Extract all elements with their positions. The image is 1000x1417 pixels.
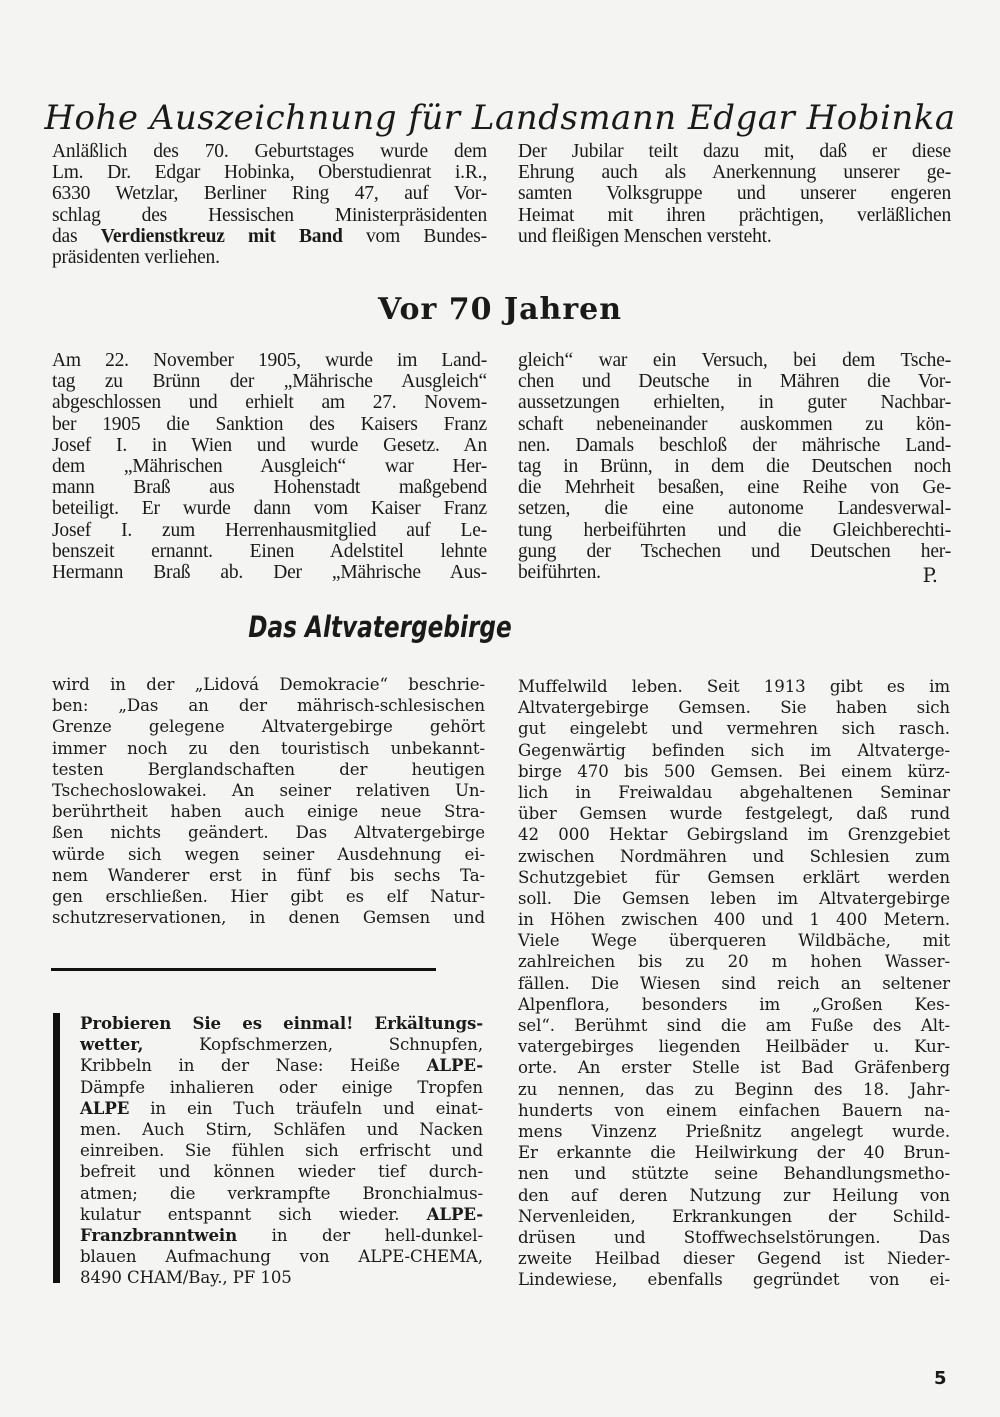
text-line (518, 1015, 950, 1036)
ad-side-bar (53, 1013, 60, 1283)
text-line (52, 477, 487, 498)
text: Kopfschmerzen, Schnupfen, (143, 1035, 483, 1055)
text: und fleißigen Menschen versteht. (518, 225, 772, 247)
text: in der hell-dunkel- (237, 1225, 483, 1245)
text-line (80, 1267, 483, 1288)
text-line (52, 520, 487, 541)
text: Der Jubilar teilt dazu mit, daß er diese (518, 141, 951, 162)
text-line (80, 1098, 483, 1119)
text-line (52, 183, 487, 204)
bold-text: ALPE (80, 1097, 130, 1118)
text: immer noch zu den touristisch unbekannt- (52, 738, 485, 758)
text: Muffelwild leben. Seit 1913 gibt es im (518, 677, 950, 696)
text-line (52, 141, 487, 162)
article2-left-column (52, 350, 487, 583)
text-line (52, 674, 485, 695)
text: Nervenleiden, Erkrankungen der Schild- (518, 1206, 950, 1226)
text: zweite Heilbad dieser Gegend ist Nieder- (518, 1249, 950, 1269)
text: ßen nichts geändert. Das Altvatergebirge (52, 823, 485, 843)
text-line (518, 846, 950, 867)
text: Dämpfe inhalieren oder einige Tropfen (80, 1077, 483, 1097)
text: einreiben. Sie fühlen sich erfrischt und (80, 1141, 483, 1161)
text-line (52, 716, 485, 737)
text: Josef I. in Wien und wurde Gesetz. An (52, 434, 487, 456)
text: zwischen Nordmähren und Schlesien zum (518, 846, 950, 866)
text-line (52, 907, 485, 928)
text-line (80, 1183, 483, 1204)
text-line (518, 456, 951, 477)
text-line (80, 1055, 483, 1076)
text-line (52, 371, 487, 392)
text-line (518, 1206, 950, 1227)
text-line (518, 520, 951, 541)
text-line (518, 226, 951, 247)
text: kulatur entspannt sich wieder. (80, 1204, 427, 1224)
text: Altvatergebirge Gemsen. Sie haben sich (518, 698, 950, 718)
article2-signature: P. (922, 564, 938, 587)
text-line (518, 697, 950, 718)
text-line (518, 1079, 950, 1100)
text-line (518, 973, 950, 994)
text-line (52, 738, 485, 759)
text-line (52, 886, 485, 907)
text-line (80, 1225, 483, 1246)
text-line (518, 761, 950, 782)
text: Gegenwärtig befinden sich im Altvaterge- (518, 740, 950, 760)
text-line (518, 1248, 950, 1269)
text: soll. Die Gemsen leben im Altvatergebirge (518, 888, 950, 908)
text: 8490 CHAM/Bay., PF 105 (80, 1268, 292, 1288)
text: mann Braß aus Hohenstadt maßgebend (52, 477, 487, 499)
text: tung herbeiführten und die Gleichberechti- (518, 519, 951, 541)
text: gen erschließen. Hier gibt es elf Natur- (52, 886, 485, 906)
article3-title: Das Altvatergebirge (248, 610, 512, 644)
text: samten Volksgruppe und unserer engeren (518, 183, 951, 205)
text: gung der Tschechen und Deutschen her- (518, 540, 951, 562)
bold-text: Verdienstkreuz mit Band (100, 225, 343, 247)
article1-title: Hohe Auszeichnung für Landsmann Edgar Hobinka (44, 98, 956, 138)
text-line (80, 1034, 483, 1055)
text-line (518, 183, 951, 204)
text: chen und Deutsche in Mähren die Vor- (518, 371, 951, 393)
text-line (518, 676, 950, 697)
text: men. Auch Stirn, Schläfen und Nacken (80, 1119, 483, 1139)
text: den auf deren Nutzung zur Heilung von (518, 1185, 950, 1205)
text-line (80, 1013, 483, 1034)
article1-right-column (518, 141, 951, 247)
text: mens Vinzenz Prießnitz angelegt wurde. (518, 1121, 950, 1141)
text-line (518, 1269, 950, 1290)
text: berührtheit haben auch einige neue Stra- (52, 802, 485, 822)
text: zahlreichen bis zu 20 m hohen Wasser- (518, 952, 950, 972)
text-line (518, 392, 951, 413)
text-line (518, 1036, 950, 1057)
text: gleich“ war ein Versuch, bei dem Tsche- (518, 350, 951, 371)
text: nen und stützte seine Behandlungsmetho- (518, 1164, 950, 1184)
text-line (518, 498, 951, 519)
text-line (80, 1204, 483, 1225)
text-line (518, 1121, 950, 1142)
text-line (52, 414, 487, 435)
text: benszeit ernannt. Einen Adelstitel lehnte (52, 540, 487, 562)
text: Lm. Dr. Edgar Hobinka, Oberstudienrat i.R., (52, 162, 487, 184)
text-line (52, 205, 487, 226)
text-line (518, 1057, 950, 1078)
text: wird in der „Lidová Demokracie“ beschrie- (52, 675, 485, 694)
text: nen. Damals beschloß der mährische Land- (518, 434, 951, 456)
text: drüsen und Stoffwechselstörungen. Das (518, 1227, 950, 1247)
text: Kribbeln in der Nase: Heiße (80, 1056, 427, 1076)
text: ber 1905 die Sanktion des Kaisers Franz (52, 413, 487, 435)
text-line (80, 1140, 483, 1161)
text-line (518, 205, 951, 226)
text-line (52, 247, 487, 268)
text-line (52, 226, 487, 247)
text-line (518, 824, 950, 845)
text: das (52, 225, 101, 247)
text-line (52, 162, 487, 183)
text-line (518, 562, 951, 583)
text: beiführten. (518, 561, 601, 583)
text: birge 470 bis 500 Gemsen. Bei einem kürz- (518, 761, 950, 781)
text: schutzreservationen, in denen Gemsen und (52, 908, 485, 928)
text-line (518, 541, 951, 562)
text-line (518, 782, 950, 803)
text: fällen. Die Wiesen sind reich an seltener (518, 973, 950, 993)
text: vom Bundes- (342, 225, 487, 247)
bold-text: Franzbranntwein (80, 1224, 238, 1245)
text-line (52, 822, 485, 843)
text-line (518, 951, 950, 972)
text: Viele Wege überqueren Wildbäche, mit (518, 931, 950, 951)
text: nem Wanderer erst in fünf bis sechs Ta- (52, 865, 485, 885)
text: Hermann Braß ab. Der „Mährische Aus- (52, 561, 487, 583)
text-line (518, 1163, 950, 1184)
text-line (80, 1161, 483, 1182)
text: Anläßlich des 70. Geburtstages wurde dem (52, 141, 487, 162)
text: tag in Brünn, in dem die Deutschen noch (518, 455, 951, 477)
text: Am 22. November 1905, wurde im Land- (52, 350, 487, 371)
text: Heimat mit ihren prächtigen, verläßlichen (518, 204, 951, 226)
page-number: 5 (934, 1368, 947, 1389)
text-line (518, 803, 950, 824)
text-line (518, 141, 951, 162)
text-line (518, 1100, 950, 1121)
article2-right-column (518, 350, 951, 583)
text: befreit und können wieder tief durch- (80, 1162, 483, 1182)
text-line (518, 740, 950, 761)
bold-text: wetter, (80, 1034, 144, 1055)
text-line (52, 695, 485, 716)
text-line (52, 498, 487, 519)
text-line (518, 162, 951, 183)
text: Er erkannte die Heilwirkung der 40 Brun- (518, 1143, 950, 1163)
text: tag zu Brünn der „Mährische Ausgleich“ (52, 371, 487, 393)
text: Schutzgebiet für Gemsen erklärt werden (518, 867, 950, 887)
text: blauen Aufmachung von ALPE-CHEMA, (80, 1247, 483, 1267)
text: sel“. Berühmt sind die am Fuße des Alt- (518, 1016, 950, 1035)
text-line (518, 477, 951, 498)
text-line (518, 1185, 950, 1206)
text-line (518, 930, 950, 951)
text-line (518, 1142, 950, 1163)
text: vatergebirges liegenden Heilbäder u. Kur- (518, 1037, 950, 1057)
text-line (518, 435, 951, 456)
text-line (52, 541, 487, 562)
text-line (52, 844, 485, 865)
text: schaft nebeneinander auskommen zu kön- (518, 413, 951, 435)
text: die Mehrheit besaßen, eine Reihe von Ge- (518, 477, 951, 499)
text: würde sich wegen seiner Ausdehnung ei- (52, 844, 485, 864)
text-line (52, 759, 485, 780)
bold-text: ALPE- (426, 1203, 483, 1224)
article3-right-column (518, 676, 950, 1290)
text-line (52, 435, 487, 456)
text: beteiligt. Er wurde dann vom Kaiser Franz (52, 498, 487, 520)
text: lich in Freiwaldau abgehaltenen Seminar (518, 782, 950, 802)
text-line (52, 350, 487, 371)
text-line (518, 350, 951, 371)
text-line (518, 1227, 950, 1248)
text: in ein Tuch träufeln und einat- (129, 1098, 483, 1118)
text-line (518, 888, 950, 909)
text: dem „Mährischen Ausgleich“ war Her- (52, 455, 487, 477)
text-line (52, 562, 487, 583)
text: Tschechoslowakei. An seiner relativen Un- (52, 780, 485, 800)
text-line (80, 1077, 483, 1098)
text-line (518, 718, 950, 739)
text-line (518, 867, 950, 888)
divider-rule (51, 968, 436, 971)
bold-text: Probieren Sie es einmal! Erkältungs- (80, 1013, 483, 1033)
text: gut eingelebt und vermehren sich rasch. (518, 719, 950, 739)
text: aussetzungen erhielten, in guter Nachbar- (518, 392, 951, 414)
text-line (52, 780, 485, 801)
text: 6330 Wetzlar, Berliner Ring 47, auf Vor- (52, 183, 487, 205)
text-line (52, 456, 487, 477)
article2-title: Vor 70 Jahren (377, 292, 623, 327)
text: ben: „Das an der mährisch-schlesischen (52, 696, 485, 716)
text-line (518, 371, 951, 392)
text: setzen, die eine autonome Landesverwal- (518, 498, 951, 520)
text: zu nennen, das zu Beginn des 18. Jahr- (518, 1079, 950, 1099)
text: schlag des Hessischen Ministerpräsidenten (52, 204, 487, 226)
article3-left-column (52, 674, 485, 928)
text: über Gemsen wurde festgelegt, daß rund (518, 804, 950, 824)
text: Lindewiese, ebenfalls gegründet von ei- (518, 1270, 950, 1290)
text: 42 000 Hektar Gebirgsland im Grenzgebiet (518, 825, 950, 845)
text-line (52, 801, 485, 822)
text: abgeschlossen und erhielt am 27. Novem- (52, 392, 487, 414)
text: orte. An erster Stelle ist Bad Gräfenberg (518, 1058, 950, 1078)
bold-text: ALPE- (426, 1055, 483, 1076)
text-line (80, 1246, 483, 1267)
text-line (52, 865, 485, 886)
text: testen Berglandschaften der heutigen (52, 759, 485, 779)
text: Josef I. zum Herrenhausmitglied auf Le- (52, 519, 487, 541)
text-line (52, 392, 487, 413)
text: Ehrung auch als Anerkennung unserer ge- (518, 162, 951, 184)
text-line (518, 414, 951, 435)
text-line (518, 909, 950, 930)
text-line (80, 1119, 483, 1140)
text-line (518, 994, 950, 1015)
text: Alpenflora, besonders im „Großen Kes- (518, 994, 950, 1014)
text: hunderts von einem einfachen Bauern na- (518, 1100, 950, 1120)
text: präsidenten verliehen. (52, 246, 220, 268)
text: Grenze gelegene Altvatergebirge gehört (52, 717, 485, 737)
text: atmen; die verkrampfte Bronchialmus- (80, 1183, 483, 1203)
advertisement-box (80, 1013, 483, 1288)
article1-left-column (52, 141, 487, 268)
text: in Höhen zwischen 400 und 1 400 Metern. (518, 910, 950, 930)
